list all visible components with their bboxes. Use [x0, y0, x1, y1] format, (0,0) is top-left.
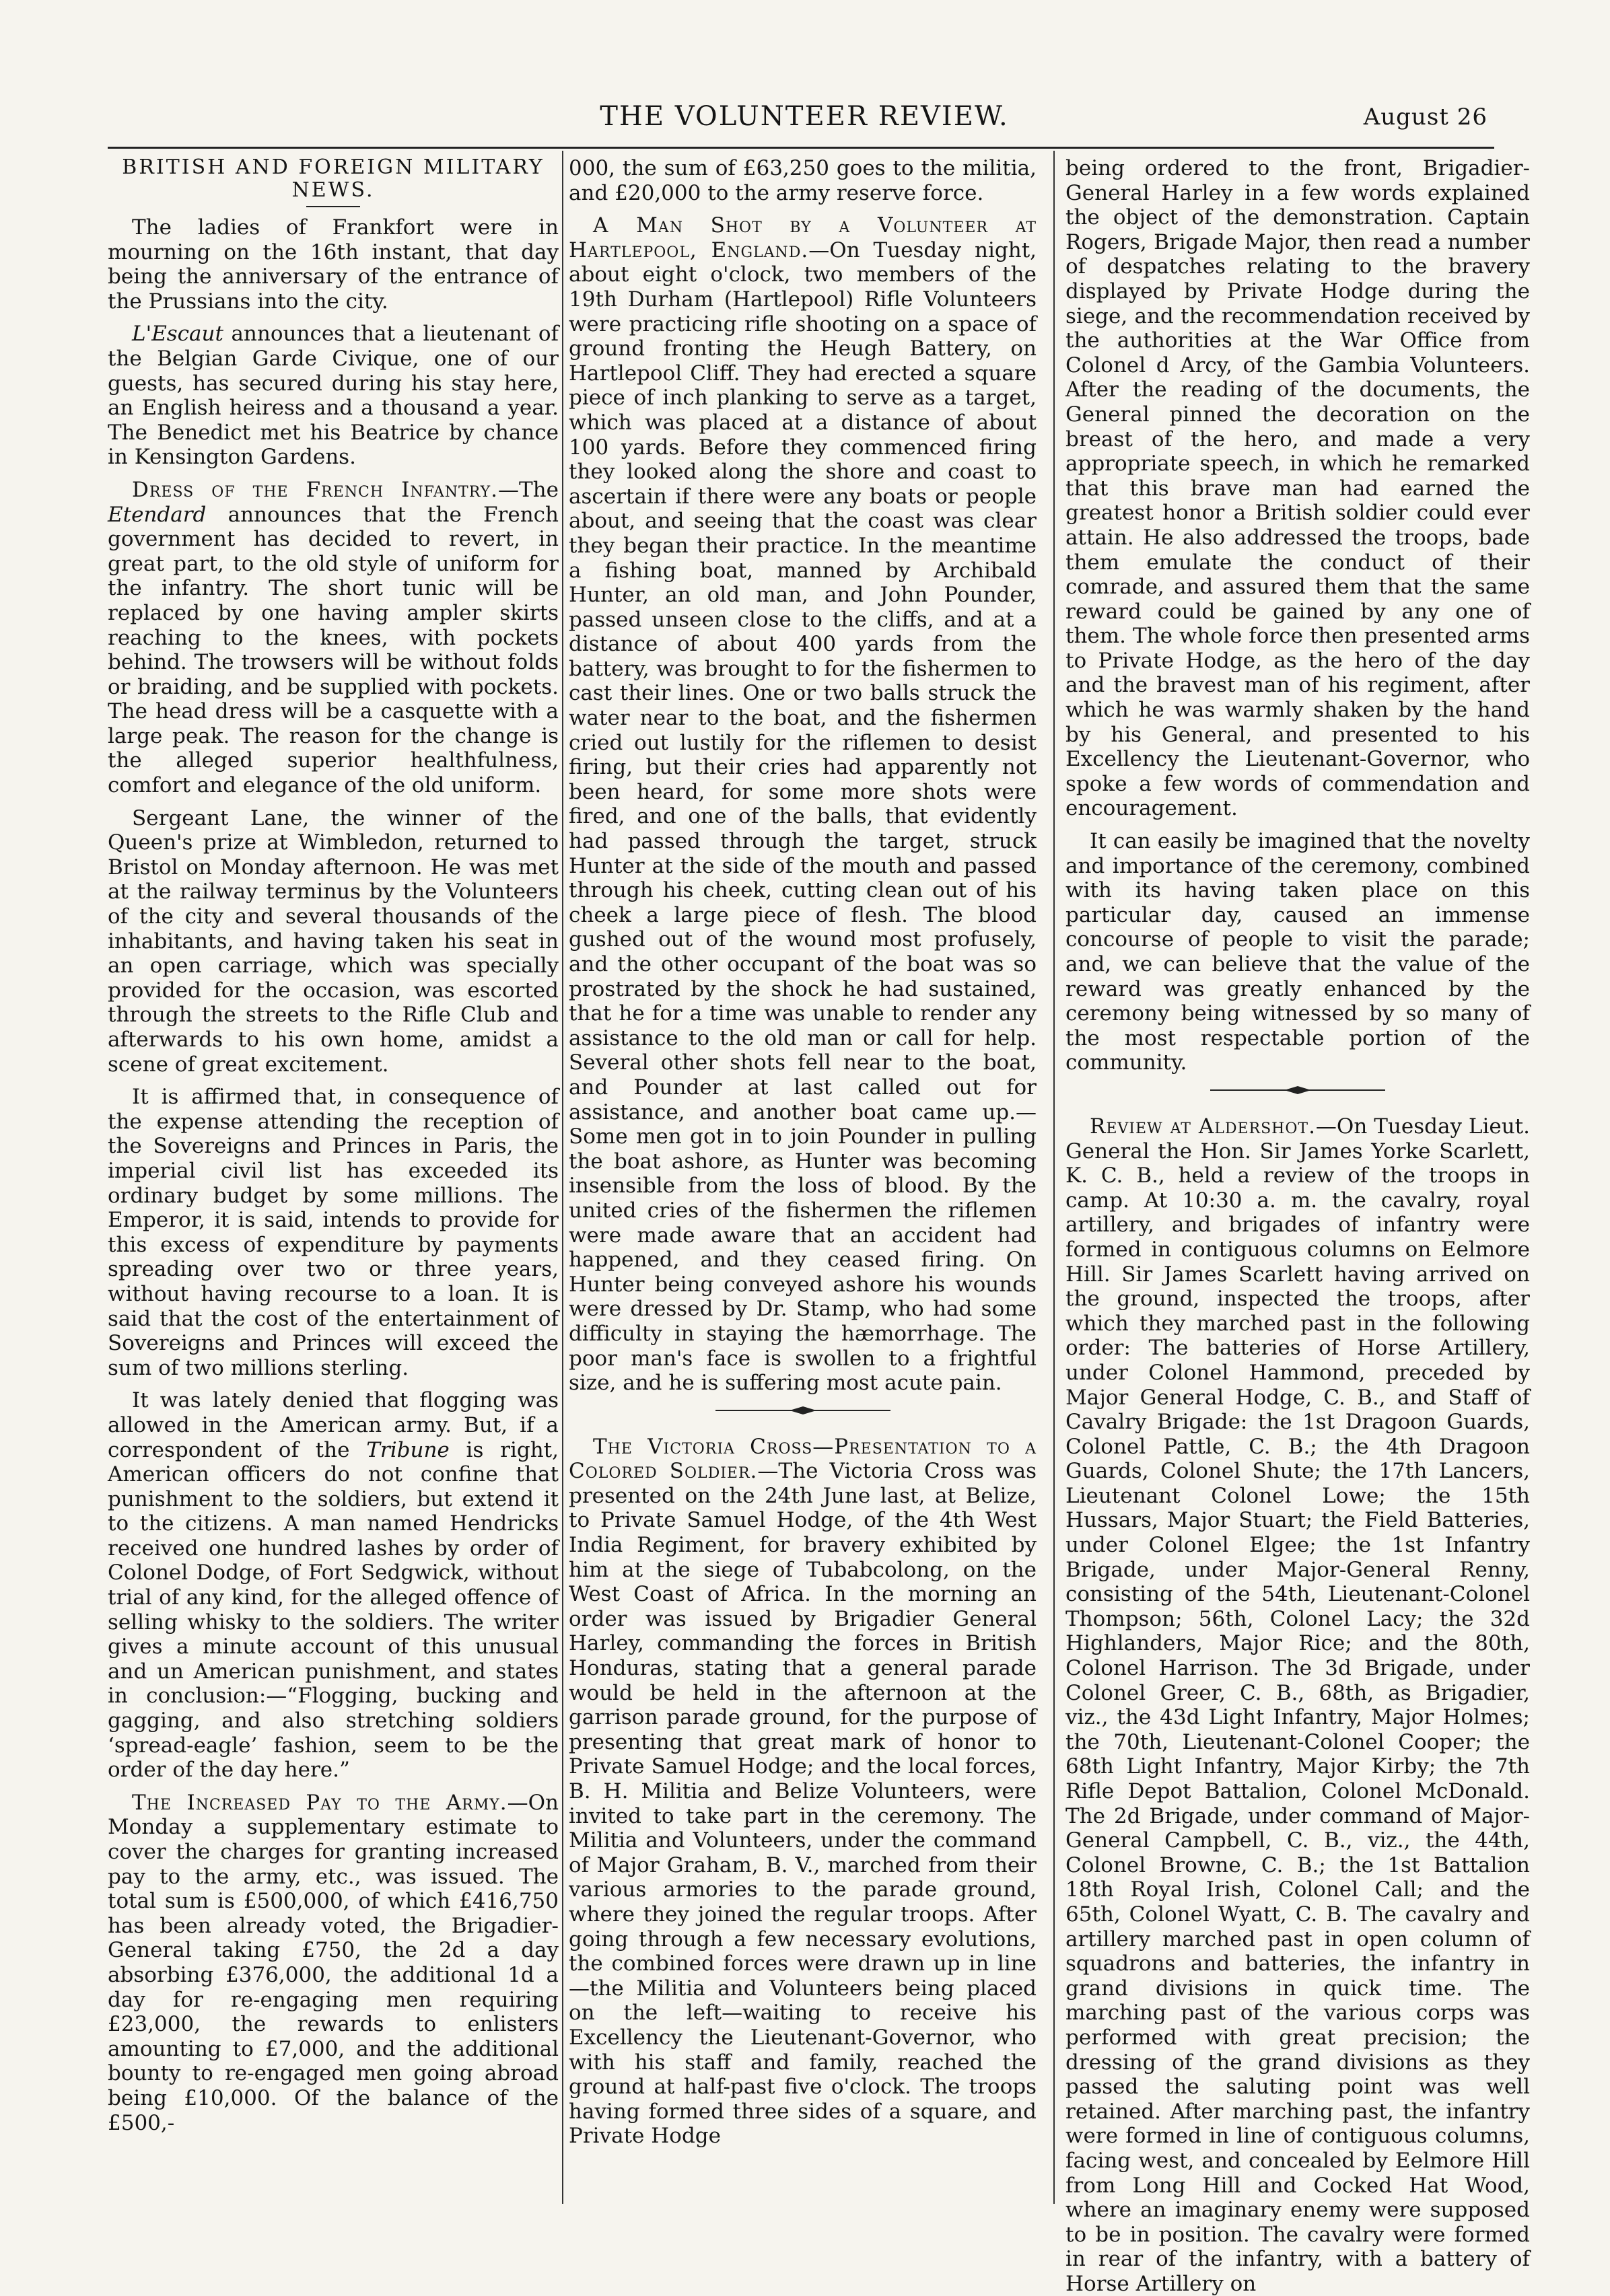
- publication-name: Etendard: [108, 502, 207, 527]
- article-heading: Review at Aldershot.: [1090, 1114, 1316, 1139]
- article-paragraph: [1065, 1114, 1530, 2296]
- paragraph-text: is right, American officers do not confine that punishment to the soldiers, but extend it to the citizens. A man named Hendricks received one hundred lashes by order of Colonel Dodge, of Fort Sedgwick, without trial of any kind, for the alleged offence of selling whisky to the soldiers. The writer gives a minute account of this unusual and un American punishment, and states in conclusion:—“Flogging, bucking and gagging, and also stretching soldiers ‘spread-eagle’ fashion, seem to be the order of the day here.”: [108, 1437, 559, 1783]
- headline-rule: [306, 206, 360, 207]
- issue-date: August 26: [1363, 104, 1488, 131]
- article-paragraph: 000, the sum of £63,250 goes to the militia, and £20,000 to the army reserve force.: [569, 156, 1037, 205]
- column-divider: [562, 151, 563, 2204]
- article-paragraph: [108, 322, 559, 470]
- paragraph-text: —On Tuesday night, about eight o'clock, two members of the 19th Durham (Hartlepool) Rifle Volunteers were practicing rifle shooting on a space of ground fronting the Heugh Battery, on Hartlepool Cliff. They had erected a square piece of inch planking to serve as a target, which was placed at a distance of about 100 yards. Before they commenced firing they looked along the shore and coast to ascertain if there were any boats or people about, and seeing that the coast was clear they began their practice. In the meantime a fishing boat, manned by Archibald Hunter, an old man, and John Pounder, passed unseen close to the cliffs, and at a distance of about 400 yards from the battery, was brought to for the fishermen to cast their lines. One or two balls struck the water near to the boat, and the fishermen cried out lustily for the riflemen to desist firing, but their cries had apparently not been heard, for some more shots were fired, and one of the balls, that evidently had passed through the target, struck Hunter at the side of the mouth and passed through his cheek, cutting clean out of his cheek a large piece of flesh. The blood gushed out of the wound most profusely, and the other occupant of the boat was so prostrated by the shock he had sustained, that he for a time was unable to render any assistance to the old man or call for help. Several other shots fell near to the boat, and Pounder at last called out for assistance, and another boat came up.—Some men got in to join Pounder in pulling the boat ashore, as Hunter was becoming insensible from the loss of blood. By the united cries of the fishermen the riflemen were made aware that an accident had happened, and they ceased firing. On Hunter being conveyed ashore his wounds were dressed by Dr. Stamp, who had some difficulty in staying the hæmorrhage. The poor man's face is swollen to a frightful size, and he is suffering most acute pain.: [569, 238, 1037, 1396]
- paragraph-text: —On Tuesday Lieut. General the Hon. Sir James Yorke Scarlett, K. C. B., held a review of the troops in camp. At 10:30 a. m. the cavalry, royal artillery, and brigades of infantry were formed in contiguous columns on Eelmore Hill. Sir James Scarlett having arrived on the ground, inspected the troops, after which they marched past in the following order: The batteries of Horse Artillery, under Colonel Hammond, preceded by Major General Hodge, C. B., and Staff of Cavalry Brigade: the 1st Dragoon Guards, Colonel Pattle, C. B.; the 4th Dragoon Guards, Colonel Shute; the 17th Lancers, Lieutenant Colonel Lowe; the 15th Hussars, Major Stuart; the Field Batteries, under Colonel Elgee; the 1st Infantry Brigade, under Major-General Renny, consisting of the 54th, Lieutenant-Colonel Thompson; 56th, Colonel Lacy; the 32d Highlanders, Major Rice; and the 80th, Colonel Harrison. The 3d Brigade, under Colonel Greer, C. B., 68th, as Brigadier, viz., the 43d Light Infantry, Major Holmes; the 70th, Lieutenant-Colonel Cooper; the 68th Light Infantry, Major Kirby; the 7th Rifle Depot Battalion, Colonel McDonald. The 2d Brigade, under command of Major-General Campbell, C. B., viz., the 44th, Colonel Browne, C. B.; the 1st Battalion 18th Royal Irish, Colonel Call; and the 65th, Colonel Wyatt, C. B. The cavalry and artillery marched past in open column of squadrons and batteries, the infantry in grand divisions in quick time. The marching past of the various corps was performed with great precision; the dressing of the grand divisions as they passed the saluting point was well retained. After marching past, the infantry were formed in line of contiguous columns, facing west, and concealed by Eelmore Hill from Long Hill and Cocked Hat Wood, where an imaginary enemy were supposed to be in position. The cavalry were formed in rear of the infantry, with a battery of Horse Artillery on: [1065, 1114, 1530, 2296]
- article-paragraph: Sergeant Lane, the winner of the Queen's prize at Wimbledon, returned to Bristol on Monday afternoon. He was met at the railway terminus by the Volunteers of the city and several thousands of the inhabitants, and having taken his seat in an open carriage, which was specially provided for the occasion, was escorted through the streets to the Rifle Club and afterwards to his own home, amidst a scene of great excitement.: [108, 805, 559, 1077]
- article-paragraph: [569, 213, 1037, 1396]
- publication-name: Tribune: [366, 1437, 450, 1462]
- heading-dash: —The: [498, 477, 559, 502]
- article-paragraph: [108, 1791, 559, 2135]
- column-1: [108, 156, 559, 2209]
- column-2: [569, 156, 1037, 2209]
- paragraph-text: It was lately denied that flogging was allowed in the American army. But, if a correspondent of the: [108, 1388, 559, 1462]
- paragraph-text: announces that the French government has decided to revert, in great part, to the old style of uniform for the infantry. The short tunic will be replaced by one having ampler skirts reaching to the knees, with pockets behind. The trowsers will be without folds or braiding, and be supplied with pockets. The head dress will be a casquette with a large peak. The reason for the change is the alleged superior healthfulness, comfort and elegance of the old uniform.: [108, 502, 559, 798]
- column-3: [1065, 156, 1530, 2296]
- article-heading: The Victoria Cross—Presentation to a Colored Soldier.: [569, 1434, 1037, 1484]
- article-paragraph: It can easily be imagined that the novelty and importance of the ceremony, combined with its having taken place on this particular day, caused an immense concourse of people to visit the parade; and, we can believe that the value of the reward was greatly enhanced by the ceremony being witnessed by so many of the most respectable portion of the community.: [1065, 829, 1530, 1075]
- article-paragraph: The ladies of Frankfort were in mourning on the 16th instant, that day being the anniversary of the entrance of the Prussians into the city.: [108, 215, 559, 314]
- ornamental-divider: [702, 1404, 904, 1417]
- article-paragraph: [108, 1388, 559, 1783]
- article-paragraph: being ordered to the front, Brigadier-General Harley in a few words explained the object of the demonstration. Captain Rogers, Brigade Major, then read a number of despatches relating to the bravery displayed by Private Hodge during the siege, and the recommendation received by the authorities at the War Office from Colonel d Arcy, of the Gambia Volunteers. After the reading of the documents, the General pinned the decoration on the breast of the hero, and made a very appropriate speech, in which he remarked that this brave man had earned the greatest honor a British soldier could ever attain. He also addressed the troops, bade them emulate the conduct of their comrade, and assured them that the same reward could be gained by any one of them. The whole force then presented arms to Private Hodge, as the hero of the day and the bravest man of his regiment, after which he was warmly shaken by the hand by his General, and presented to his Excellency the Lieutenant-Governor, who spoke a few words of commendation and encouragement.: [1065, 156, 1530, 821]
- ornamental-divider: [1197, 1083, 1399, 1097]
- section-headline: BRITISH AND FOREIGN MILITARY NEWS.: [122, 155, 545, 202]
- page-header: [121, 101, 1488, 141]
- header-rule: [108, 147, 1494, 149]
- article-heading: A Man Shot by a Volunteer at Hartlepool, England.: [569, 213, 1037, 262]
- article-paragraph: [108, 478, 559, 798]
- column-divider: [1053, 151, 1055, 2204]
- paragraph-text: —The Victoria Cross was presented on the 24th June last, at Belize, to Private Samuel Hodge, of the 4th West India Regiment, for bravery exhibited by him at the siege of Tubabcolong, on the West Coast of Africa. In the morning an order was issued by Brigadier General Harley, commanding the forces in British Honduras, stating that a general parade would be held in the afternoon at the garrison parade ground, for the purpose of presenting that great mark of honor to Private Samuel Hodge; and the local forces, B. H. Militia and Belize Volunteers, were invited to take part in the ceremony. The Militia and Volunteers, under the command of Major Graham, B. V., marched from their various armories to the parade ground, where they joined the regular troops. After going through a few necessary evolutions, the combined forces were drawn up in line—the Militia and Volunteers being placed on the left—waiting to receive his Excellency the Lieutenant-Governor, who with his staff and family, reached the ground at half-past five o'clock. The troops having formed three sides of a square, and Private Hodge: [569, 1459, 1037, 2149]
- article-heading: Dress of the French Infantry.: [132, 477, 498, 502]
- paragraph-text: announces that a lieutenant of the Belgian Garde Civique, one of our guests, has secured during his stay here, an English heiress and a thousand a year. The Benedict met his Beatrice by chance in Kensington Gardens.: [108, 322, 559, 470]
- paragraph-text: —On Monday a supplementary estimate to cover the charges for granting increased pay to the army, etc., was issued. The total sum is £500,000, of which £416,750 has been already voted, the Brigadier-General taking £750, the 2d a day absorbing £376,000, the additional 1d a day for re-engaging men requiring £23,000, the rewards to enlisters amounting to £7,000, and the additional bounty to re-engaged men going abroad being £10,000. Of the balance of the £500,-: [108, 1790, 559, 2135]
- publication-name: L'Escaut: [132, 322, 223, 347]
- article-paragraph: It is affirmed that, in consequence of the expense attending the reception of the Sovereigns and Princes in Paris, the imperial civil list has exceeded its ordinary budget by some millions. The Emperor, it is said, intends to provide for this excess of expenditure by payments spreading over two or three years, without having recourse to a loan. It is said that the cost of the entertainment of Sovereigns and Princes will exceed the sum of two millions sterling.: [108, 1085, 559, 1380]
- article-paragraph: [569, 1435, 1037, 2149]
- article-heading: The Increased Pay to the Army.: [132, 1790, 508, 1815]
- publication-title: THE VOLUNTEER REVIEW.: [600, 101, 1009, 132]
